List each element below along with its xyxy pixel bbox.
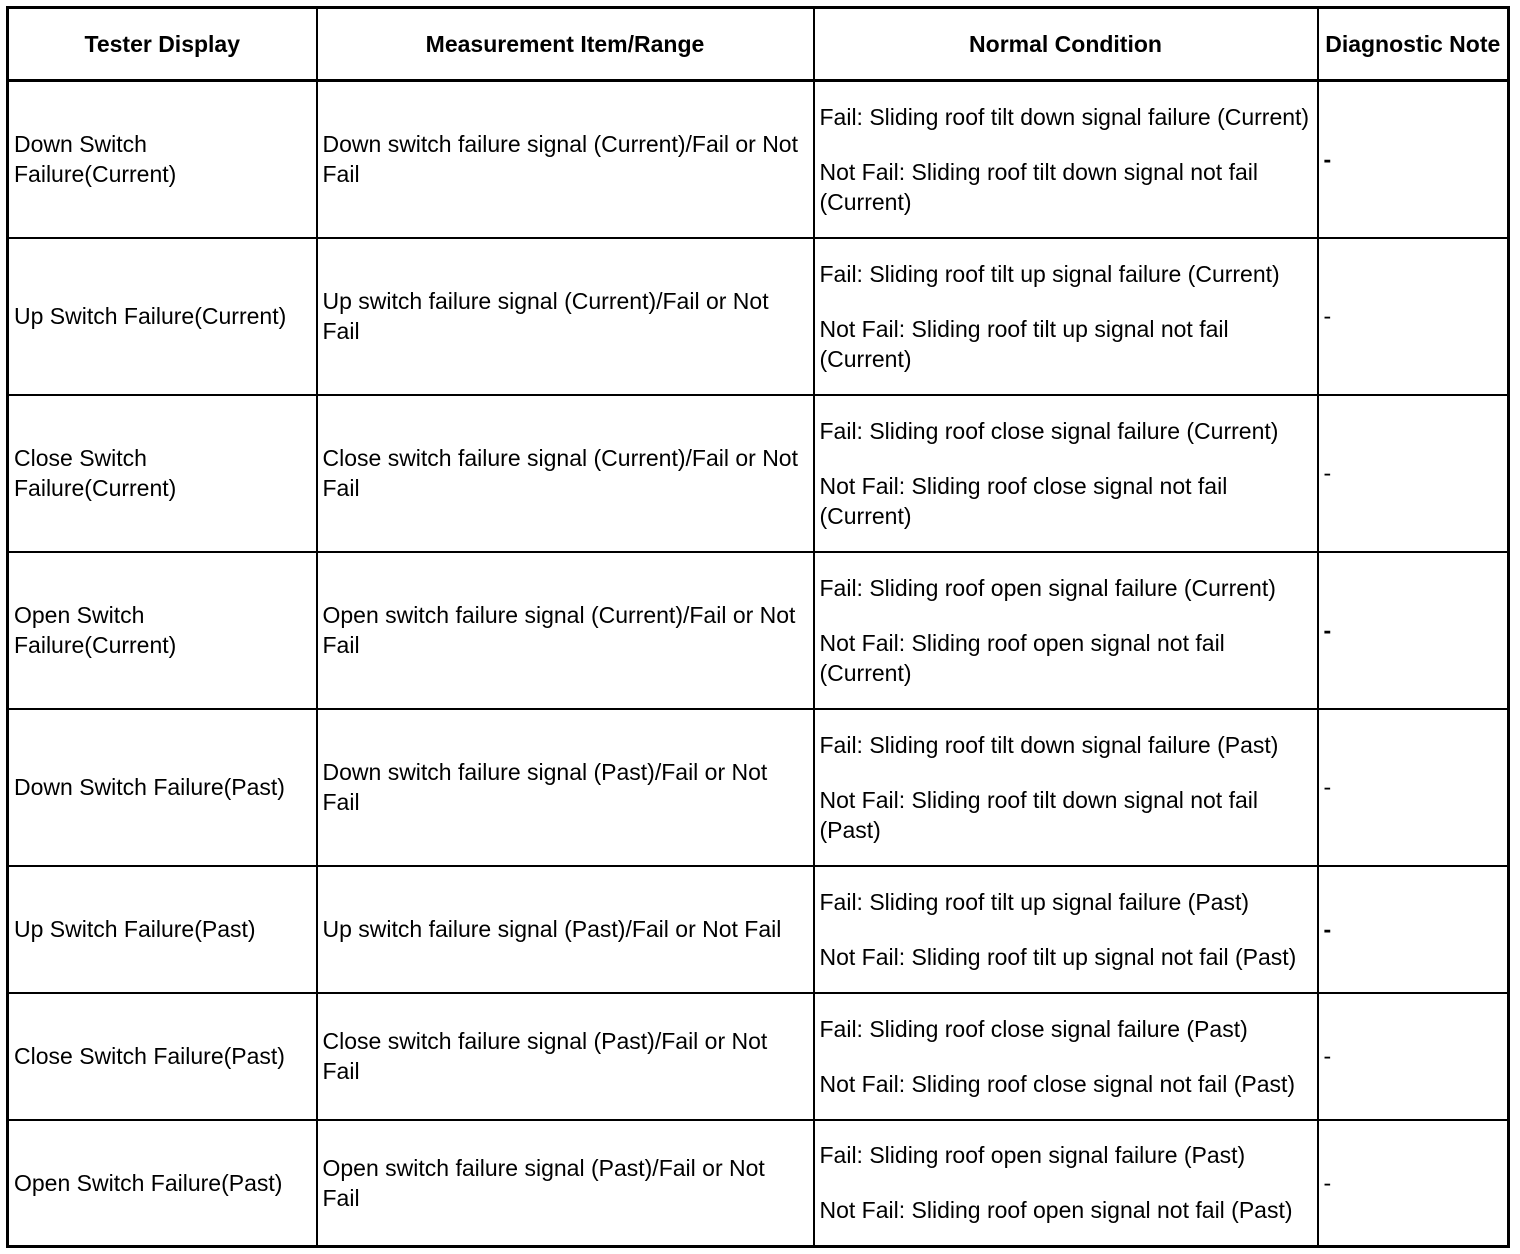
diagnostic-note-cell: -: [1318, 552, 1509, 709]
normal-condition-cell: [814, 238, 1318, 395]
tester-display-cell: Down Switch Failure(Current): [8, 81, 317, 238]
not-fail-condition: Not Fail: Sliding roof close signal not fail (Past): [819, 1070, 1296, 1097]
measurement-cell: Open switch failure signal (Current)/Fail or Not Fail: [317, 552, 814, 709]
header-tester-display: Tester Display: [8, 8, 317, 81]
fail-condition: Fail: Sliding roof open signal failure (Current): [819, 574, 1276, 601]
fail-condition: Fail: Sliding roof tilt up signal failure (Current): [819, 260, 1280, 287]
measurement-cell: Up switch failure signal (Current)/Fail or Not Fail: [317, 238, 814, 395]
not-fail-condition: Not Fail: Sliding roof open signal not fail (Past): [819, 1197, 1293, 1224]
tester-display-cell: Close Switch Failure(Past): [8, 993, 317, 1120]
measurement-cell: Close switch failure signal (Past)/Fail or Not Fail: [317, 993, 814, 1120]
not-fail-condition: Not Fail: Sliding roof tilt up signal not fail (Current): [819, 315, 1229, 372]
table-row: [8, 395, 1509, 552]
not-fail-condition: Not Fail: Sliding roof tilt down signal not fail (Past): [819, 786, 1258, 843]
measurement-cell: Open switch failure signal (Past)/Fail or Not Fail: [317, 1120, 814, 1247]
normal-condition-cell: [814, 81, 1318, 238]
fail-condition: Fail: Sliding roof open signal failure (Past): [819, 1142, 1246, 1169]
table-row: [8, 709, 1509, 866]
table-row: [8, 238, 1509, 395]
diagnostic-note-cell: -: [1318, 709, 1509, 866]
normal-condition-cell: [814, 552, 1318, 709]
data-list-table: [6, 6, 1510, 1248]
table-row: [8, 81, 1509, 238]
normal-condition-cell: [814, 709, 1318, 866]
diagnostic-note-cell: -: [1318, 1120, 1509, 1247]
normal-condition-cell: [814, 993, 1318, 1120]
tester-display-cell: Up Switch Failure(Past): [8, 866, 317, 993]
normal-condition-cell: [814, 866, 1318, 993]
diagnostic-note-cell: -: [1318, 81, 1509, 238]
not-fail-condition: Not Fail: Sliding roof close signal not fail (Current): [819, 472, 1228, 529]
fail-condition: Fail: Sliding roof close signal failure (Current): [819, 417, 1279, 444]
header-normal-condition: Normal Condition: [814, 8, 1318, 81]
header-measurement-item-range: Measurement Item/Range: [317, 8, 814, 81]
table-row: [8, 866, 1509, 993]
not-fail-condition: Not Fail: Sliding roof tilt down signal not fail (Current): [819, 158, 1258, 215]
diagnostic-note-cell: -: [1318, 993, 1509, 1120]
tester-display-cell: Up Switch Failure(Current): [8, 238, 317, 395]
normal-condition-cell: [814, 1120, 1318, 1247]
tester-display-cell: Close Switch Failure(Current): [8, 395, 317, 552]
fail-condition: Fail: Sliding roof tilt down signal failure (Past): [819, 731, 1279, 758]
fail-condition: Fail: Sliding roof close signal failure (Past): [819, 1015, 1248, 1042]
tester-display-cell: Down Switch Failure(Past): [8, 709, 317, 866]
diagnostic-note-cell: -: [1318, 395, 1509, 552]
table-row: [8, 993, 1509, 1120]
measurement-cell: Up switch failure signal (Past)/Fail or Not Fail: [317, 866, 814, 993]
not-fail-condition: Not Fail: Sliding roof tilt up signal not fail (Past): [819, 943, 1297, 970]
table-row: [8, 552, 1509, 709]
tester-display-cell: Open Switch Failure(Past): [8, 1120, 317, 1247]
header-diagnostic-note: Diagnostic Note: [1318, 8, 1509, 81]
tester-display-cell: Open Switch Failure(Current): [8, 552, 317, 709]
diagnostic-note-cell: -: [1318, 238, 1509, 395]
fail-condition: Fail: Sliding roof tilt up signal failure (Past): [819, 888, 1250, 915]
fail-condition: Fail: Sliding roof tilt down signal failure (Current): [819, 103, 1310, 130]
normal-condition-cell: [814, 395, 1318, 552]
table-row: [8, 1120, 1509, 1247]
measurement-cell: Close switch failure signal (Current)/Fail or Not Fail: [317, 395, 814, 552]
not-fail-condition: Not Fail: Sliding roof open signal not fail (Current): [819, 629, 1225, 686]
diagnostic-note-cell: -: [1318, 866, 1509, 993]
table-header-row: [8, 8, 1509, 81]
measurement-cell: Down switch failure signal (Past)/Fail or Not Fail: [317, 709, 814, 866]
measurement-cell: Down switch failure signal (Current)/Fail or Not Fail: [317, 81, 814, 238]
